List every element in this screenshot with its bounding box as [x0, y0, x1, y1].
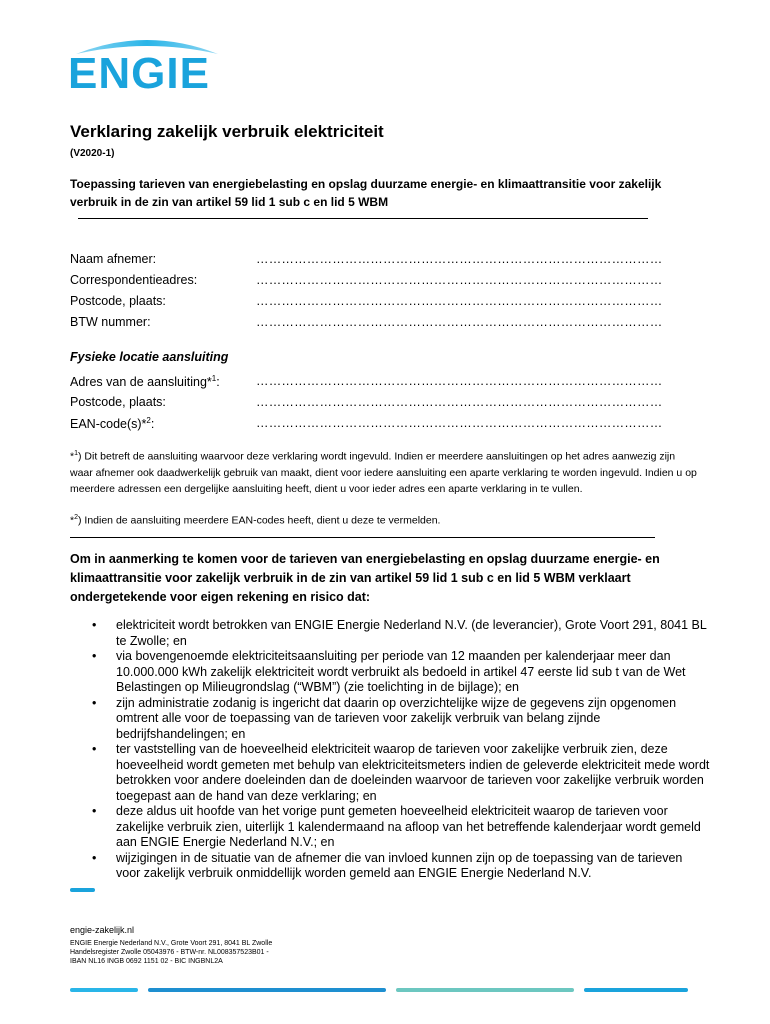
- bullet-icon: •: [92, 649, 97, 663]
- list-item: • zijn administratie zodanig is ingericht dat daarin op overzichtelijke wijze de gegevens zijn opgenomen omtrent alle voor de toepassing van de tarieven voor zakelijk verbruik van belang zijnde bedrijfshandelingen; en: [92, 695, 677, 741]
- field-input-ean-codes[interactable]: ……………………………………………………………………………………: [256, 416, 663, 430]
- field-input-correspondentieadres[interactable]: ……………………………………………………………………………………: [256, 273, 663, 287]
- bullet-icon: •: [92, 742, 97, 756]
- field-label-ean-codes: EAN-code(s)*$^2$:: [70, 416, 155, 432]
- subtitle: Toepassing tarieven van energiebelasting en opslag duurzame energie- en klimaattransitie voor zakelijk verbruik in de zin van artikel 59 lid 1 sub c en lid 5 WBM: [70, 177, 662, 209]
- page-title: Verklaring zakelijk verbruik elektriciteit: [70, 122, 384, 141]
- version-label: (V2020-1): [70, 148, 115, 159]
- list-item: • via bovengenoemde elektriciteitsaansluiting per periode van 12 maanden per kalenderjaar meer dan 10.000.000 kWh zakelijk elektriciteit wordt verbruikt als bedoeld in artikel 47 eerste lid sub t van de Wet Belastingen op Milieugrondslag (“WBM”) (zie toelichting in de bijlage); en: [92, 649, 686, 694]
- accent-dash: [70, 888, 95, 892]
- list-item: • wijzigingen in de situatie van de afnemer die van invloed kunnen zijn op de toepassing van de tarieven voor zakelijk verbruik onmiddellijk worden gemeld aan ENGIE Energie Nederland N.V.: [92, 850, 683, 880]
- field-input-naam-afnemer[interactable]: ……………………………………………………………………………………: [256, 252, 663, 266]
- declaration-text: Om in aanmerking te komen voor de tarieven van energiebelasting en opslag duurzame energie- en klimaattransitie voor zakelijk verbruik in de zin van artikel 59 lid 1 sub c en lid 5 WBM verklaart ondergetekende voor eigen rekening en risico dat:: [70, 552, 660, 604]
- list-item: • ter vaststelling van de hoeveelheid elektriciteit waarop de tarieven voor zakelijke verbruik zien, deze hoeveelheid wordt gemeten met behulp van elektriciteitsmeters indien de geleverde elektriciteit mede wordt betrokken voor andere doeleinden dan de doeleinden waarvoor de tarieven voor zakelijke verbruik worden toegepast aan de hand van deze verklaring; en: [92, 742, 710, 803]
- field-label-correspondentieadres: Correspondentieadres:: [70, 273, 198, 287]
- list-item: • elektriciteit wordt betrokken van ENGIE Energie Nederland N.V. (de leverancier), Grote Voort 291, 8041 BL te Zwolle; en: [92, 618, 707, 648]
- field-label-adres-aansluiting: Adres van de aansluiting*$^1$:: [70, 374, 220, 390]
- footer-bar-segment: [148, 988, 386, 992]
- footer-bar-segment: [70, 988, 138, 992]
- divider: [70, 537, 655, 538]
- footer-bar-segment: [396, 988, 574, 992]
- bullet-icon: •: [92, 850, 97, 865]
- footer-website-link[interactable]: engie-zakelijk.nl: [70, 925, 135, 935]
- bullet-icon: •: [92, 618, 97, 632]
- footer-bar-segment: [584, 988, 688, 992]
- divider: [78, 218, 648, 219]
- field-label-naam-afnemer: Naam afnemer:: [70, 252, 157, 266]
- field-label-postcode-plaats: Postcode, plaats:: [70, 294, 166, 308]
- footer-registration-line: Handelsregister Zwolle 05043976 - BTW-nr. NL008357523B01 -: [70, 949, 269, 956]
- footnote-2: *$^2$) Indien de aansluiting meerdere EAN-codes heeft, dient u deze te vermelden.: [70, 514, 441, 527]
- field-input-btw-nummer[interactable]: ……………………………………………………………………………………: [256, 315, 663, 329]
- field-input-adres-aansluiting[interactable]: ……………………………………………………………………………………: [256, 374, 663, 388]
- field-label-postcode-plaats-aansluiting: Postcode, plaats:: [70, 395, 166, 409]
- bullet-icon: •: [92, 695, 97, 710]
- list-item: • deze aldus uit hoofde van het vorige punt gemeten hoeveelheid elektriciteit waarop de tarieven voor zakelijke verbruik zien, uiterlijk 1 kalendermaand na afloop van het betreffende kalenderjaar wordt gemeld aan ENGIE Energie Nederland N.V.; en: [92, 804, 701, 849]
- field-input-postcode-plaats-aansluiting[interactable]: ……………………………………………………………………………………: [256, 395, 663, 409]
- footer-bank-line: IBAN NL16 INGB 0692 1151 02 - BIC INGBNL2A: [70, 958, 223, 965]
- field-label-btw-nummer: BTW nummer:: [70, 315, 151, 329]
- footnote-1: *$^1$) Dit betreft de aansluiting waarvoor deze verklaring wordt ingevuld. Indien er meerdere aansluitingen op het adres aanwezig zijn waar afnemer ook daadwerkelijk gebruik van maakt, dient voor iedere aansluiting een aparte verklaring te worden ingevuld. Indien u op meerdere adressen een dergelijke aansluiting heeft, dient u voor ieder adres een aparte verklaring in te vullen.: [70, 450, 697, 495]
- declaration-list: [70, 618, 710, 882]
- footer-company-line: ENGIE Energie Nederland N.V., Grote Voort 291, 8041 BL Zwolle: [70, 940, 273, 947]
- engie-logo: ENGIE: [68, 49, 210, 98]
- field-input-postcode-plaats[interactable]: ……………………………………………………………………………………: [256, 294, 663, 308]
- section-heading-locatie: Fysieke locatie aansluiting: [70, 350, 229, 364]
- bullet-icon: •: [92, 804, 97, 818]
